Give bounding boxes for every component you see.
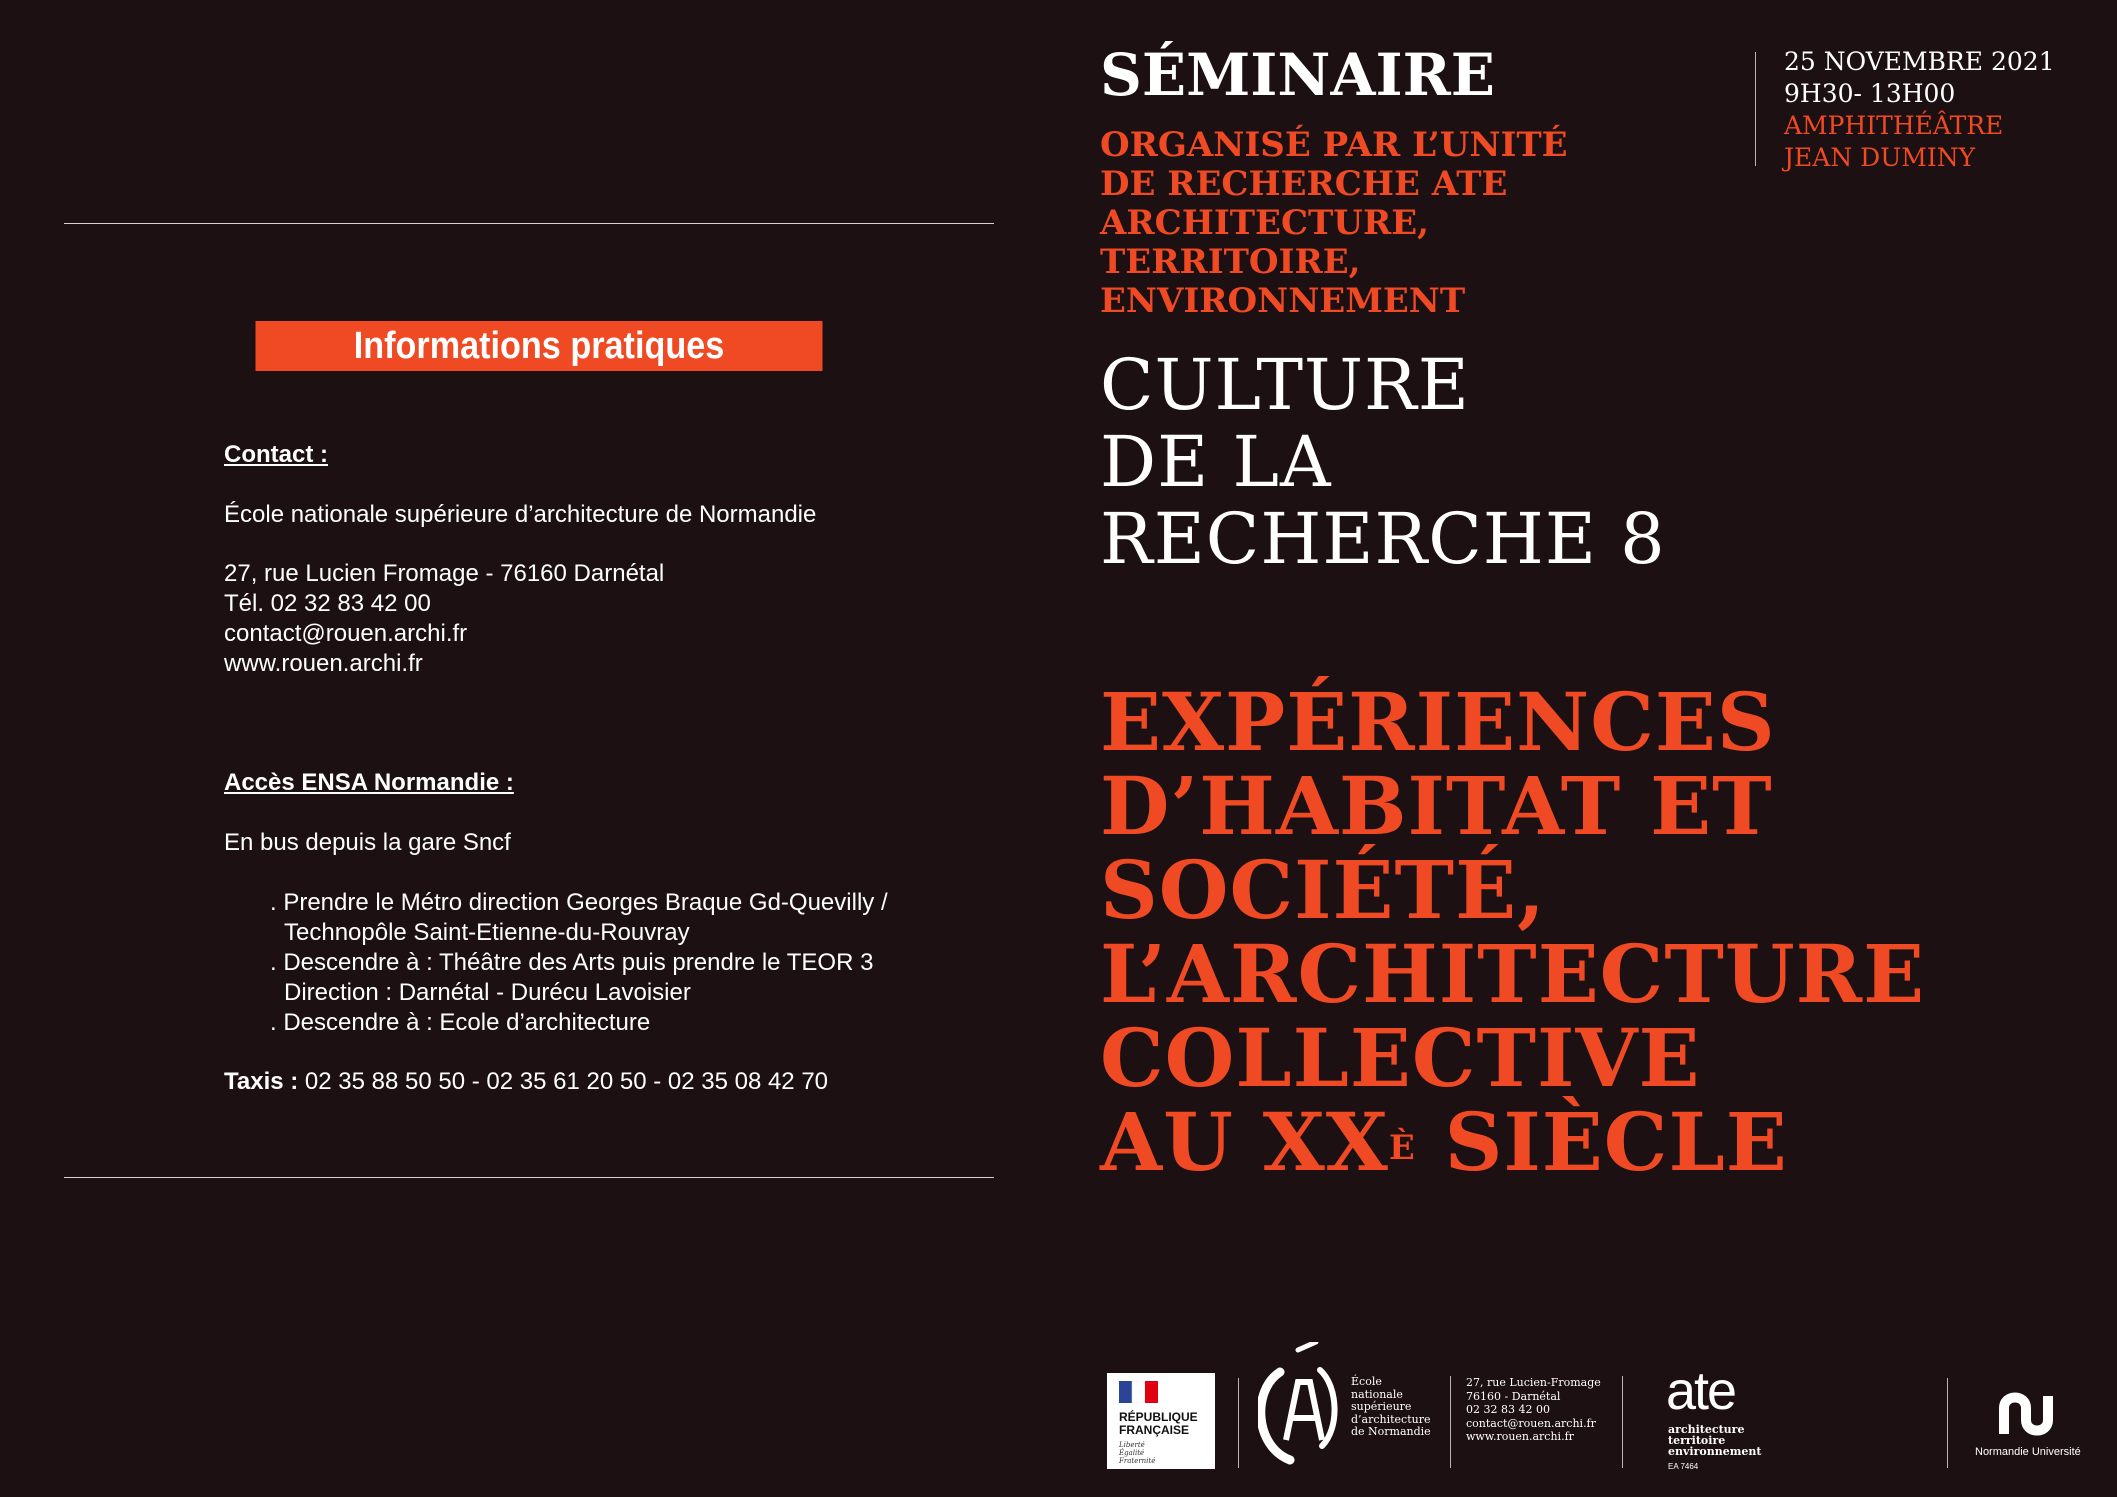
ate-line: territoire: [1668, 1434, 1726, 1447]
event-place-2: JEAN DUMINY: [1784, 143, 1976, 172]
theme-line: [1100, 1095, 1925, 1189]
taxis-line: [224, 1067, 828, 1097]
rf-motto-3: Fraternité: [1119, 1457, 1156, 1465]
culture-line: RECHERCHE 8: [1100, 498, 1666, 580]
website-link[interactable]: www.rouen.archi.fr: [224, 650, 423, 677]
ensa-name-line: d’architecture: [1351, 1412, 1431, 1426]
organizer-line: TERRITOIRE,: [1100, 242, 1361, 282]
ensa-name-line: de Normandie: [1351, 1425, 1431, 1438]
ate-logo: ate: [1666, 1361, 1736, 1421]
access-step: . Prendre le Métro direction Georges Braque Gd-Quevilly /: [270, 889, 888, 916]
date-divider: [1755, 52, 1756, 166]
theme-last-sup: È: [1388, 1128, 1416, 1168]
taxis-numbers: 02 35 88 50 50 - 02 35 61 20 50 - 02 35 08 42 70: [298, 1068, 829, 1095]
access-step: Technopôle Saint-Etienne-du-Rouvray: [284, 919, 690, 946]
culture-line: CULTURE: [1100, 344, 1470, 426]
access-step: . Descendre à : Ecole d’architecture: [270, 1009, 651, 1036]
normandie-universite-icon: [1998, 1390, 2062, 1440]
organizer-line: ENVIRONNEMENT: [1100, 281, 1466, 321]
access-intro: En bus depuis la gare Sncf: [224, 829, 511, 856]
event-time: 9H30- 13H00: [1784, 79, 1956, 108]
rf-line1: RÉPUBLIQUE: [1119, 1410, 1198, 1424]
theme-line: D’HABITAT ET: [1100, 759, 1773, 853]
ensa-name-block: [1351, 1376, 1431, 1439]
ate-lines: [1668, 1424, 1761, 1457]
taxis-label: Taxis :: [224, 1068, 299, 1095]
organizer-line: ORGANISÉ PAR L’UNITÉ: [1100, 125, 1568, 165]
access-step: Direction : Darnétal - Durécu Lavoisier: [284, 979, 691, 1006]
rf-line2: FRANÇAISE: [1119, 1423, 1190, 1437]
bottom-divider: [64, 1177, 994, 1178]
footer-divider: [1450, 1376, 1451, 1468]
footer-divider: [1622, 1376, 1623, 1468]
phone: Tél. 02 32 83 42 00: [224, 590, 431, 617]
theme-line: SOCIÉTÉ,: [1100, 843, 1546, 937]
ensa-logo-icon: [1258, 1342, 1343, 1467]
rf-motto-1: Liberté: [1119, 1441, 1145, 1449]
ate-line: architecture: [1668, 1423, 1745, 1436]
ensa-address-block: [1466, 1376, 1601, 1444]
ate-line: environnement: [1668, 1445, 1762, 1458]
organizer-line: ARCHITECTURE,: [1100, 203, 1429, 243]
top-divider: [64, 223, 994, 224]
ensa-name-line: École: [1351, 1375, 1382, 1388]
event-date: 25 NOVEMBRE 2021: [1784, 47, 2055, 76]
ensa-name-line: supérieure: [1351, 1400, 1412, 1413]
footer-divider: [1238, 1378, 1239, 1468]
culture-line: DE LA: [1100, 421, 1332, 503]
email-link[interactable]: contact@rouen.archi.fr: [224, 620, 468, 647]
info-banner: Informations pratiques: [256, 321, 823, 371]
theme-line: COLLECTIVE: [1100, 1011, 1701, 1105]
organizer-line: DE RECHERCHE ATE: [1100, 164, 1508, 204]
ensa-address-line: 02 32 83 42 00: [1466, 1403, 1550, 1416]
seminar-title: SÉMINAIRE: [1100, 41, 1495, 109]
culture-title: [1100, 344, 1666, 580]
theme-title: [1100, 675, 1926, 1189]
school-name: École nationale supérieure d’architecture de Normandie: [224, 501, 817, 528]
ensa-name-line: nationale: [1351, 1387, 1403, 1401]
address: 27, rue Lucien Fromage - 76160 Darnétal: [224, 560, 665, 587]
access-step: . Descendre à : Théâtre des Arts puis prendre le TEOR 3: [270, 949, 874, 976]
contact-heading: Contact :: [224, 441, 328, 468]
ensa-address-line: www.rouen.archi.fr: [1466, 1430, 1574, 1443]
theme-line: L’ARCHITECTURE: [1100, 927, 1926, 1021]
marianne-icon: [1119, 1381, 1159, 1403]
access-heading: Accès ENSA Normandie :: [224, 769, 514, 796]
republique-francaise-logo: [1107, 1373, 1215, 1469]
normandie-universite-label: Normandie Université: [1975, 1446, 2081, 1458]
theme-last-prefix: AU XX: [1100, 1095, 1389, 1189]
event-place-1: AMPHITHÉÂTRE: [1784, 111, 2004, 140]
theme-line: EXPÉRIENCES: [1100, 675, 1776, 769]
ate-code: EA 7464: [1668, 1462, 1699, 1471]
rf-motto: [1119, 1441, 1155, 1465]
date-block: [1784, 46, 2055, 174]
rf-motto-2: Égalité: [1119, 1449, 1145, 1457]
footer-divider: [1947, 1378, 1948, 1468]
ensa-address-line: contact@rouen.archi.fr: [1466, 1416, 1596, 1430]
ensa-address-line: 27, rue Lucien-Fromage: [1466, 1376, 1601, 1389]
theme-last-suffix: SIÈCLE: [1415, 1095, 1788, 1189]
ensa-address-line: 76160 - Darnétal: [1466, 1389, 1561, 1403]
organizer-block: [1100, 126, 1568, 321]
